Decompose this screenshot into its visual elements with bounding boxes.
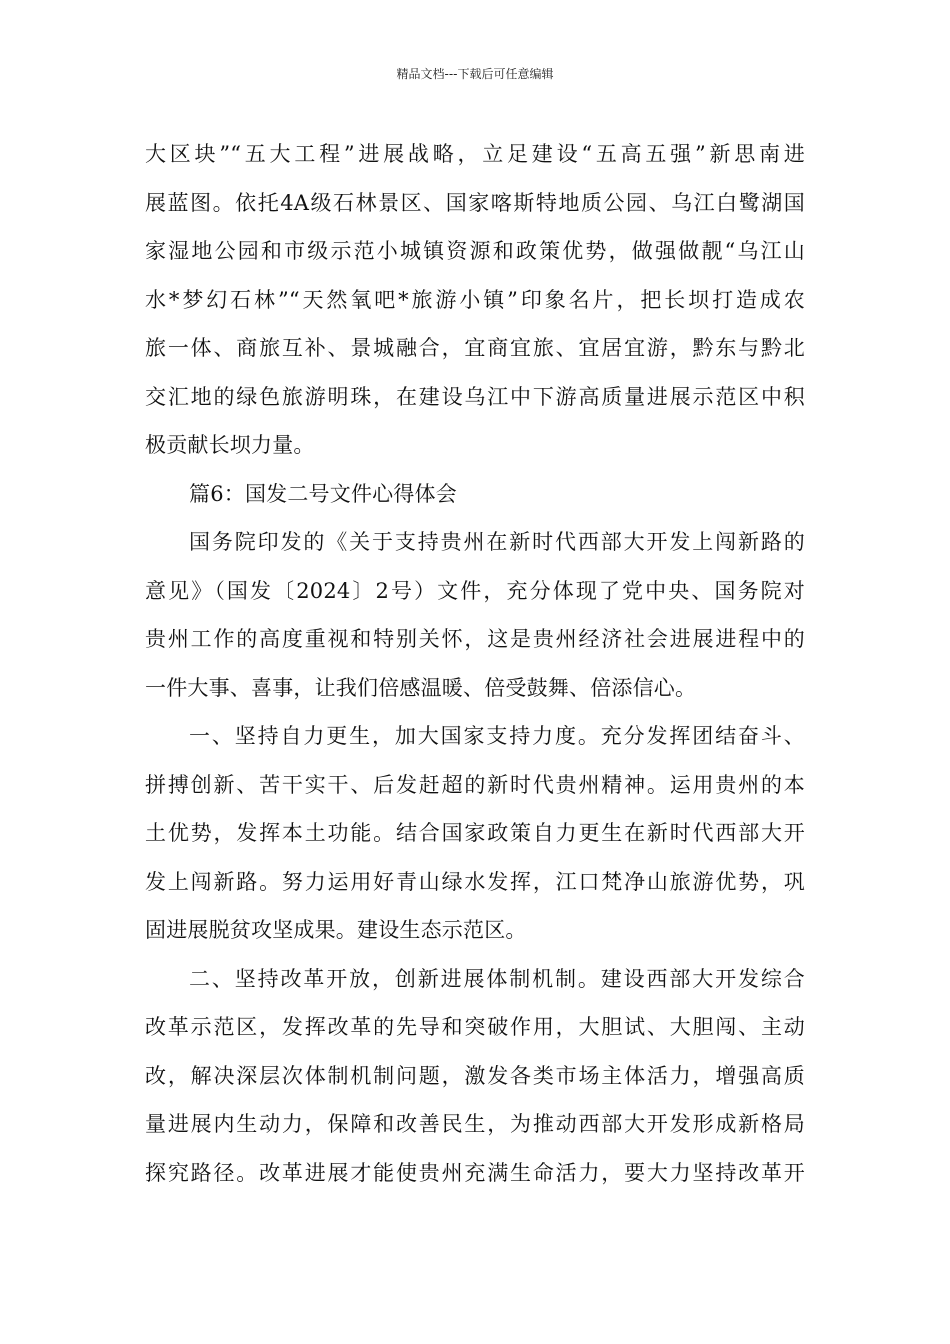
paragraph-point-1: [145, 712, 805, 955]
text-line: 国务院印发的《关于支持贵州在新时代西部大开发上闯新路的: [189, 530, 805, 554]
text-line: 改，解决深层次体制机制问题，激发各类市场主体活力，增强高质: [145, 1063, 805, 1088]
text-line: 旅一体、商旅互补、景城融合，宜商宜旅、宜居宜游，黔东与黔北: [145, 336, 805, 360]
paragraph-intro: [145, 518, 805, 712]
text-line: 家湿地公园和市级示范小城镇资源和政策优势，做强做靓“乌江山: [145, 239, 805, 263]
text-line: 探究路径。改革进展才能使贵州充满生命活力，要大力坚持改革开: [145, 1160, 805, 1185]
text-line: 水*梦幻石林”“天然氧吧*旅游小镇”印象名片，把长坝打造成农: [145, 287, 805, 312]
text-line: 拼搏创新、苦干实干、后发赶超的新时代贵州精神。运用贵州的本: [145, 772, 805, 797]
paragraph-point-2: [145, 955, 805, 1198]
paragraph-1: [145, 130, 805, 470]
document-body: [145, 130, 805, 1197]
text-line: 交汇地的绿色旅游明珠，在建设乌江中下游高质量进展示范区中积: [145, 384, 805, 409]
text-line: 一、坚持自力更生，加大国家支持力度。充分发挥团结奋斗、: [189, 724, 805, 748]
text-line: 意见》（国发〔2024〕2号）文件，充分体现了党中央、国务院对: [145, 578, 805, 603]
text-line: 二、坚持改革开放，创新进展体制机制。建设西部大开发综合: [189, 966, 805, 991]
section-heading: [145, 470, 805, 519]
text-line: 固进展脱贫攻坚成果。建设生态示范区。: [145, 918, 527, 942]
text-line: 极贡献长坝力量。: [145, 433, 315, 457]
text-line: 改革示范区，发挥改革的先导和突破作用，大胆试、大胆闯、主动: [145, 1015, 805, 1039]
text-line: 大区块”“五大工程”进展战略，立足建设“五高五强”新思南进: [145, 142, 805, 166]
page-header: 精品文档---下载后可任意编辑: [396, 67, 554, 81]
heading-text: 篇6：国发二号文件心得体会: [189, 481, 457, 506]
text-line: 一件大事、喜事，让我们倍感温暖、倍受鼓舞、倍添信心。: [145, 675, 697, 700]
text-line: 土优势，发挥本土功能。结合国家政策自力更生在新时代西部大开: [145, 821, 805, 845]
text-line: 展蓝图。依托4A级石林景区、国家喀斯特地质公园、乌江白鹭湖国: [145, 190, 805, 215]
text-line: 贵州工作的高度重视和特别关怀，这是贵州经济社会进展进程中的: [145, 627, 805, 651]
text-line: 发上闯新路。努力运用好青山绿水发挥，江口梵净山旅游优势，巩: [145, 869, 805, 894]
text-line: 量进展内生动力，保障和改善民生，为推动西部大开发形成新格局: [145, 1112, 805, 1136]
